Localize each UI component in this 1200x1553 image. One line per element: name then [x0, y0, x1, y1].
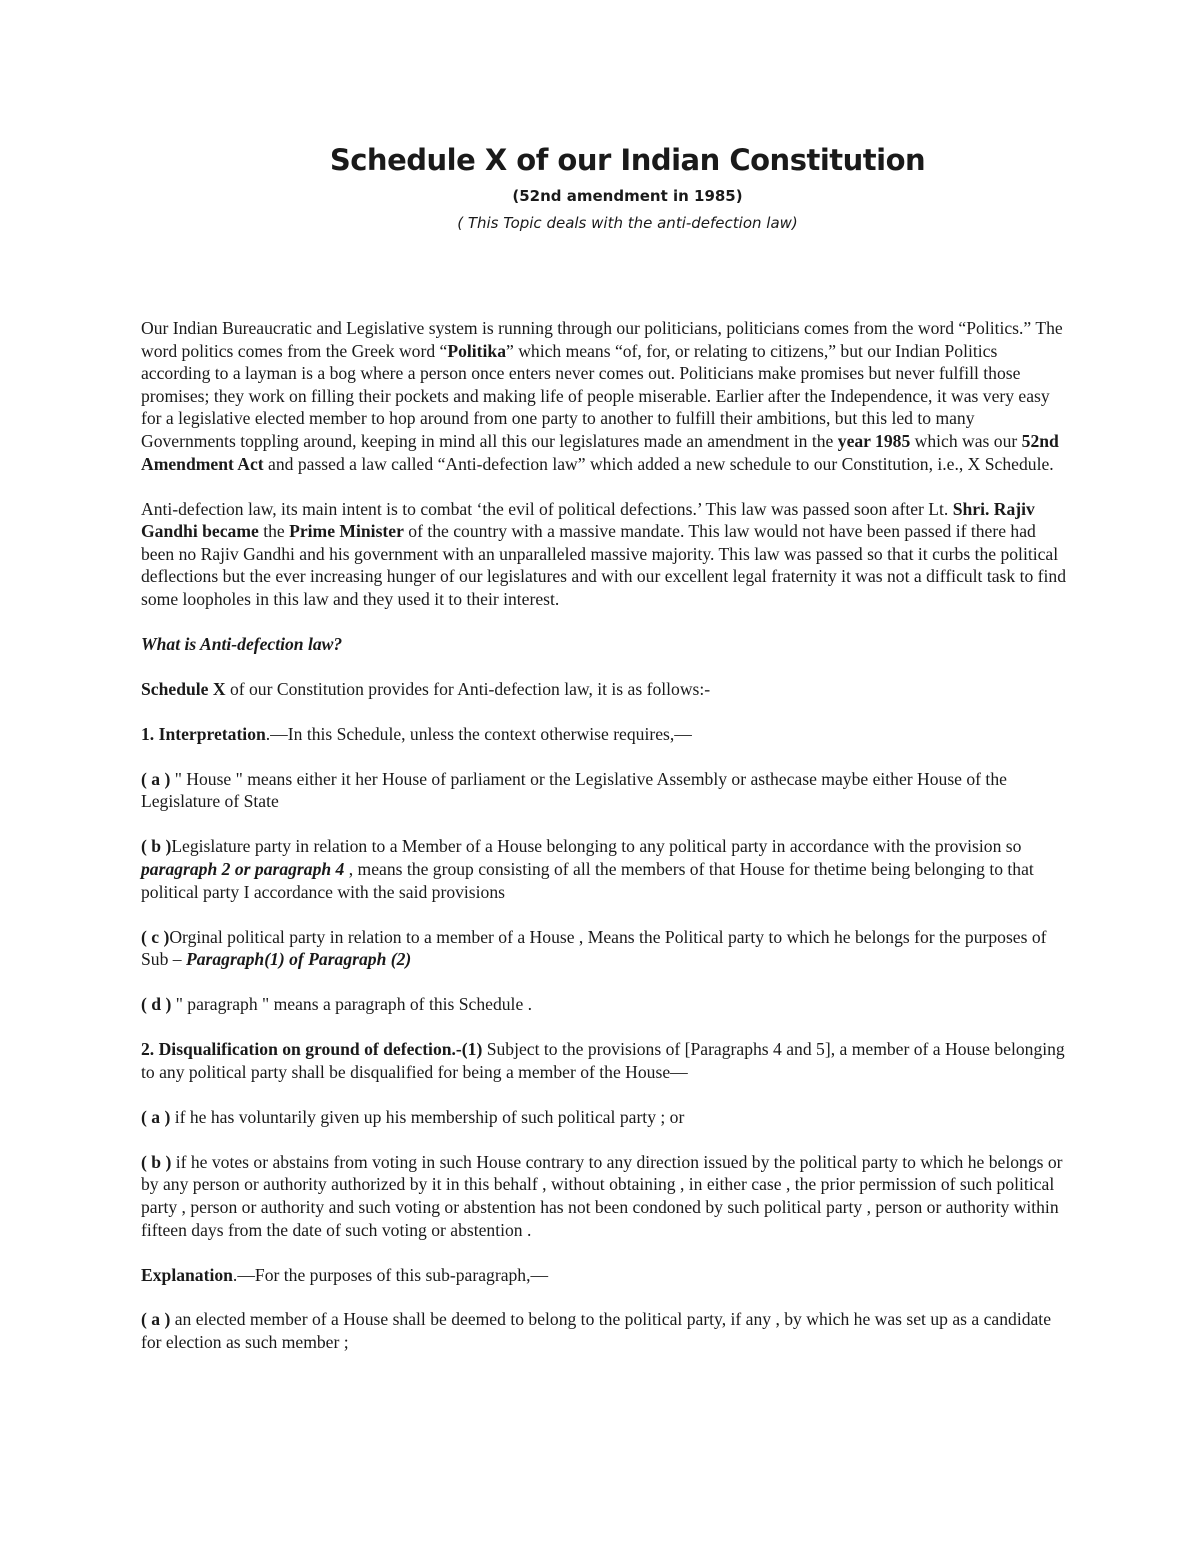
clause-label: ( a ) [141, 1106, 171, 1127]
text-span: Our Indian Bureaucratic and Legislative system is running through our politicians, politicians comes from the word “Politics.” The word politics comes from the Greek word “ [141, 318, 1063, 361]
text-span: ” which means “of, for, or relating to citizens,” but our Indian Politics according to a layman is a bog where a person once enters never comes out. Politicians make promises but never fulfill those promises; they work on filling their pockets and making life of people miserable. Earlier after the Independence, it was very easy for a legislative elected member to hop around from one party to another to fulfill their ambitions, but this led to many Governments toppling around, keeping in mind all this our legislatures made an amendment in the [141, 340, 1050, 451]
clause-1a [141, 768, 1071, 813]
clause-label: ( d ) [141, 994, 172, 1015]
bold-italic-term: Paragraph(1) of Paragraph (2) [185, 949, 412, 970]
bold-term: Politika [447, 340, 506, 361]
document-body [141, 317, 1071, 1376]
text-span: and passed a law called “Anti-defection law” which added a new schedule to our Constitution, i.e., X Schedule. [263, 453, 1054, 474]
text-span: of the country with a massive mandate. This law would not have been passed if there had been no Rajiv Gandhi and his government with an unparalleled massive majority. This law was passed so that it curbs the political deflections but the ever increasing hunger of our legislatures and with our excellent legal fraternity it was not a difficult task to find some loopholes in this law and they used it to their interest. [141, 521, 1067, 609]
text-span: Subject to the provisions of [Paragraphs 4 and 5], a member of a House belonging to any political party shall be disqualified for being a member of the House— [141, 1039, 1065, 1082]
section-heading: What is Anti-defection law? [141, 633, 343, 654]
bold-term: Prime Minister [289, 521, 404, 542]
clause-label: ( a ) [141, 768, 171, 789]
bold-term: year 1985 [837, 430, 911, 451]
bold-term: 52nd Amendment Act [141, 430, 1059, 474]
text-span: Legislature party in relation to a Member of a House belonging to any political party in accordance with the provision so [171, 836, 1022, 857]
bold-term: Shri. Rajiv Gandhi became [141, 498, 1035, 542]
bold-italic-term: paragraph 2 or paragraph 4 [141, 859, 345, 880]
explanation [141, 1264, 1071, 1287]
schedule-paragraph [141, 678, 1071, 701]
text-span: " House " means either it her House of parliament or the Legislative Assembly or asthecase maybe either House of the Legislature of State [141, 768, 1007, 812]
text-span: Orginal political party in relation to a member of a House , Means the Political party to which he belongs for the purposes of Sub – [141, 926, 1047, 970]
clause-1c [141, 926, 1071, 971]
clause-label: ( a ) [141, 1309, 171, 1330]
clause-label: ( b ) [141, 836, 172, 857]
document-title: Schedule X of our Indian Constitution [329, 143, 926, 177]
clause-2a [141, 1106, 1071, 1129]
bold-term: Schedule X [141, 678, 226, 699]
text-span: " paragraph " means a paragraph of this Schedule . [171, 994, 533, 1015]
clause-label: ( c ) [141, 926, 170, 947]
clause-label: Explanation [141, 1264, 233, 1285]
topic-note: ( This Topic deals with the anti-defection law) [457, 214, 798, 232]
clause-2 [141, 1038, 1071, 1083]
clause-label: 1. Interpretation [141, 723, 266, 744]
clause-label: ( b ) [141, 1151, 172, 1172]
text-span: of our Constitution provides for Anti-defection law, it is as follows:- [225, 678, 711, 699]
clause-1b [141, 835, 1071, 903]
text-span: if he votes or abstains from voting in such House contrary to any direction issued by the political party to which he belongs or by any person or authority authorized by it in this behalf , without obtaining , in either case , the prior permission of such political party , person or authority and such voting or abstention has not been condoned by such political party , person or authority within fifteen days from the date of such voting or abstention . [141, 1151, 1063, 1240]
explanation-a [141, 1308, 1071, 1353]
intro-paragraph [141, 317, 1071, 475]
clause-2b [141, 1151, 1071, 1241]
text-span: if he has voluntarily given up his membership of such political party ; or [170, 1106, 685, 1127]
clause-1 [141, 723, 1071, 746]
text-span: , means the group consisting of all the members of that House for thetime being belonging to that political party I accordance with the said provisions [141, 859, 1034, 902]
clause-1d [141, 993, 1071, 1016]
text-span: .—For the purposes of this sub-paragraph,— [232, 1264, 549, 1285]
text-span: an elected member of a House shall be deemed to belong to the political party, if any , by which he was set up as a candidate for election as such member ; [141, 1309, 1052, 1353]
clause-label: 2. Disqualification on ground of defection.-(1) [141, 1039, 483, 1060]
text-span: .—In this Schedule, unless the context otherwise requires,— [265, 723, 692, 744]
anti-defection-paragraph [141, 498, 1071, 611]
text-span: the [258, 521, 290, 542]
document-subtitle: (52nd amendment in 1985) [512, 187, 743, 205]
text-span: which was our [910, 430, 1022, 451]
text-span: Anti-defection law, its main intent is to combat ‘the evil of political defections.’ This law was passed soon after Lt. [141, 498, 953, 519]
